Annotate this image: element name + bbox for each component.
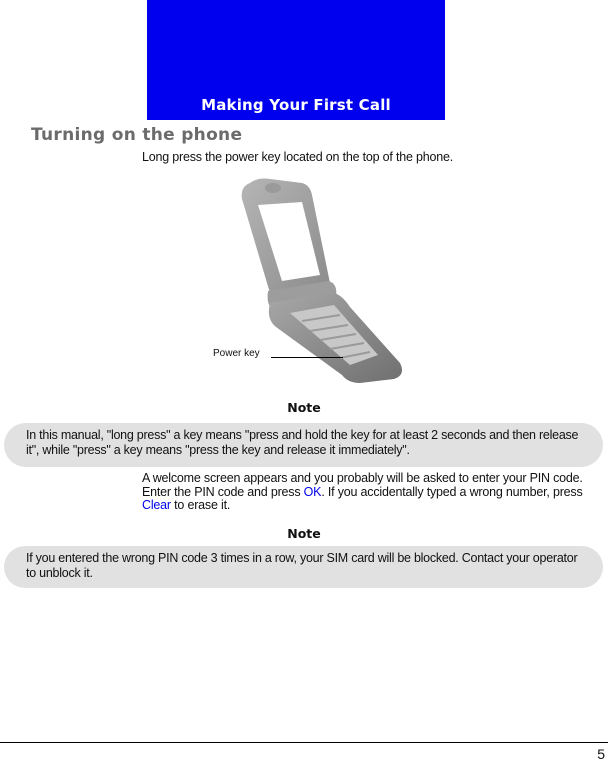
pin-text-part1: A welcome screen appears and you probably will be asked to enter your PIN code. Enter the PIN code and press [142, 471, 583, 499]
power-key-callout-line [271, 357, 343, 358]
pin-text-part2: . If you accidentally typed a wrong number, press [321, 484, 583, 499]
intro-paragraph: Long press the power key located on the top of the phone. [142, 150, 454, 164]
chapter-banner [147, 0, 445, 120]
clear-key-label: Clear [142, 498, 171, 512]
page-number: 5 [597, 746, 605, 762]
note-heading: Note [287, 400, 321, 415]
ok-key-label: OK [303, 484, 322, 499]
footer-divider [0, 742, 608, 743]
pin-paragraph [142, 472, 602, 513]
power-key-label: Power key [213, 348, 260, 359]
chapter-title: Making Your First Call [201, 96, 391, 114]
section-title: Turning on the phone [31, 125, 243, 145]
note-box-long-press: In this manual, "long press" a key means "press and hold the key for at least 2 seconds and then release it", while "press" a key means "press the key and release it immediately". [4, 423, 603, 467]
pin-text-part3: to erase it. [170, 498, 231, 512]
note-box-sim-blocked: If you entered the wrong PIN code 3 times in a row, your SIM card will be blocked. Contact your operator to unblock it. [4, 546, 603, 588]
note-heading: Note [287, 526, 321, 541]
